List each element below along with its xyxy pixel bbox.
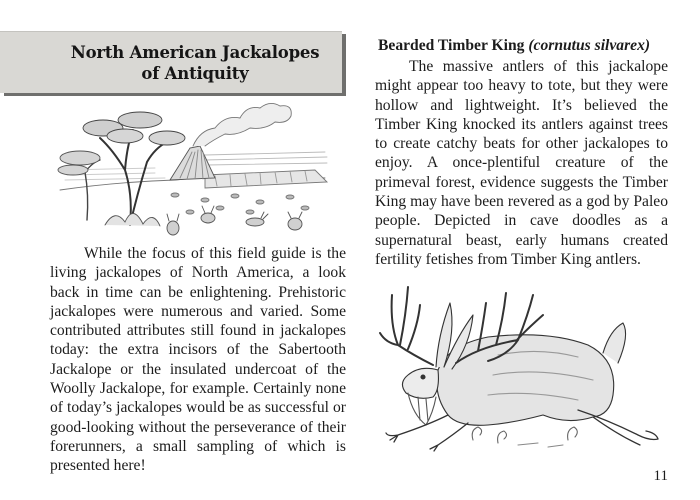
chapter-title-line2: of Antiquity [141, 64, 249, 83]
chapter-title [60, 42, 330, 84]
intro-paragraph: While the focus of this field guide is the living jackalopes of North America, a look back in time can be enlightening. Prehistoric jackalopes were numerous and varied. Some contributed attributes still found in jackalopes today: the extra incisors of the Sabertooth Jackalope or the insulated undercoat of the Woolly Jackalope, for example. Certainly none of today’s jackalopes would be as successful or good-looking without the perseverance of their forerunners, a small sampling of which is presented here! [50, 245, 346, 475]
chapter-title-line1: North American Jackalopes [70, 43, 320, 62]
prehistoric-landscape-illustration [55, 100, 340, 240]
page-number: 11 [653, 468, 668, 484]
species-paragraph: The massive antlers of this jackalope might appear too heavy to tote, but they were hollow and lightweight. It’s believed the Timber King knocked its antlers against trees to create catchy beats for other jackalopes to enjoy. A once-plentiful creature of the primeval forest, evidence suggests the Timber King may have been revered as a god by Paleo people. Depicted in cave doodles as a supernatural beast, early humans created fertility fetishes from Timber King antlers. [375, 58, 668, 268]
bearded-timber-king-illustration [378, 275, 663, 455]
species-entry [375, 36, 668, 269]
intro-column [50, 244, 346, 476]
species-latin-name: (cornutus silvarex) [528, 37, 651, 54]
species-common-name: Bearded Timber King [378, 37, 525, 54]
species-heading [378, 36, 668, 56]
chapter-title-box [0, 31, 342, 93]
